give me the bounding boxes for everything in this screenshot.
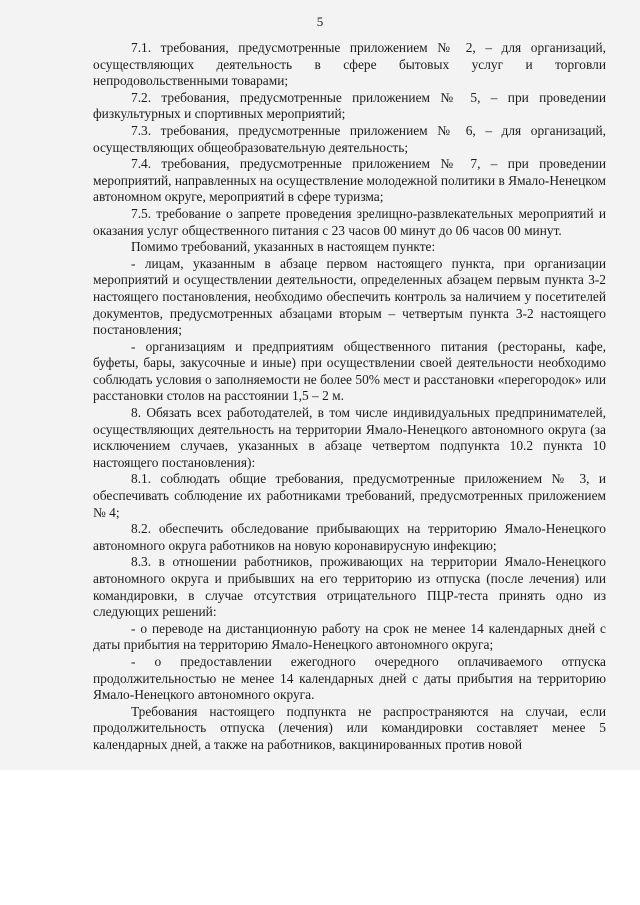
- paragraph-7-5: 7.5. требование о запрете проведения зрелищно-развлекательных мероприятий и оказания услуг общественного питания с 23 часов 00 минут до 06 часов 00 минут.: [93, 205, 606, 238]
- paragraph-7-1: 7.1. требования, предусмотренные приложением № 2, – для организаций, осуществляющих деятельность в сфере бытовых услуг и торговли непродовольственными товарами;: [93, 40, 606, 89]
- paragraph-7-4: 7.4. требования, предусмотренные приложением № 7, – при проведении мероприятий, направленных на осуществление молодежной политики в Ямало-Ненецком автономном округе, мероприятий в сфере туризма;: [93, 156, 606, 205]
- paragraph-8-2: 8.2. обеспечить обследование прибывающих на территорию Ямало-Ненецкого автономного округа работников на новую коронавирусную инфекцию;: [93, 521, 606, 553]
- paragraph-besides: Помимо требований, указанных в настоящем пункте:: [131, 239, 436, 255]
- paragraph-8: 8. Обязать всех работодателей, в том числе индивидуальных предпринимателей, осуществляющих деятельность на территории Ямало-Ненецкого автономного округа (за исключением случаев, указанных в абзаце четвертом подпункта 10.2 пункта 10 настоящего постановления):: [93, 405, 606, 470]
- paragraph-dash-3: - о переводе на дистанционную работу на срок не менее 14 календарных дней с даты прибытия на территорию Ямало-Ненецкого автономного округа;: [93, 620, 606, 653]
- paragraph-dash-2: - организациям и предприятиям общественного питания (рестораны, кафе, буфеты, бары, закусочные и иные) при осуществлении своей деятельности необходимо соблюдать условия о заполняемости не более 50% мест и расстановки «перегородок» или расстановки столов на расстоянии 1,5 – 2 м.: [93, 338, 606, 404]
- page-number: 5: [316, 14, 324, 29]
- paragraph-8-3: 8.3. в отношении работников, проживающих на территории Ямало-Ненецкого автономного округа и прибывших на его территорию из отпуска (после лечения) или командировки, в случае отсутствия отрицательного ПЦР-теста принять одно из следующих решений:: [93, 554, 606, 620]
- paragraph-7-2: 7.2. требования, предусмотренные приложением № 5, – при проведении физкультурных и спортивных мероприятий;: [93, 89, 606, 122]
- paragraph-dash-1: - лицам, указанным в абзаце первом настоящего пункта, при организации мероприятий и осуществлении деятельности, определенных абзацем первым пункта 3-2 настоящего постановления, необходимо обеспечить контроль за наличием у посетителей документов, предусмотренных абзацами вторым – четвертым пункта 3-2 настоящего постановления;: [93, 255, 606, 338]
- paragraph-8-1: 8.1. соблюдать общие требования, предусмотренные приложением № 3, и обеспечивать соблюдение их работниками требований, предусмотренных приложением № 4;: [93, 471, 606, 520]
- paragraph-7-3: 7.3. требования, предусмотренные приложением № 6, – для организаций, осуществляющих общеобразовательную деятельность;: [93, 122, 606, 155]
- blank-margin: [0, 770, 640, 905]
- paragraph-dash-4: - о предоставлении ежегодного очередного оплачиваемого отпуска продолжительностью не менее 14 календарных дней с даты прибытия на территорию Ямало-Ненецкого автономного округа.: [93, 653, 606, 703]
- paragraph-requirements: Требования настоящего подпункта не распространяются на случаи, если продолжительность отпуска (лечения) или командировки составляет менее 5 календарных дней, а также на работников, вакцинированных против новой: [93, 703, 606, 752]
- document-body: [93, 40, 606, 754]
